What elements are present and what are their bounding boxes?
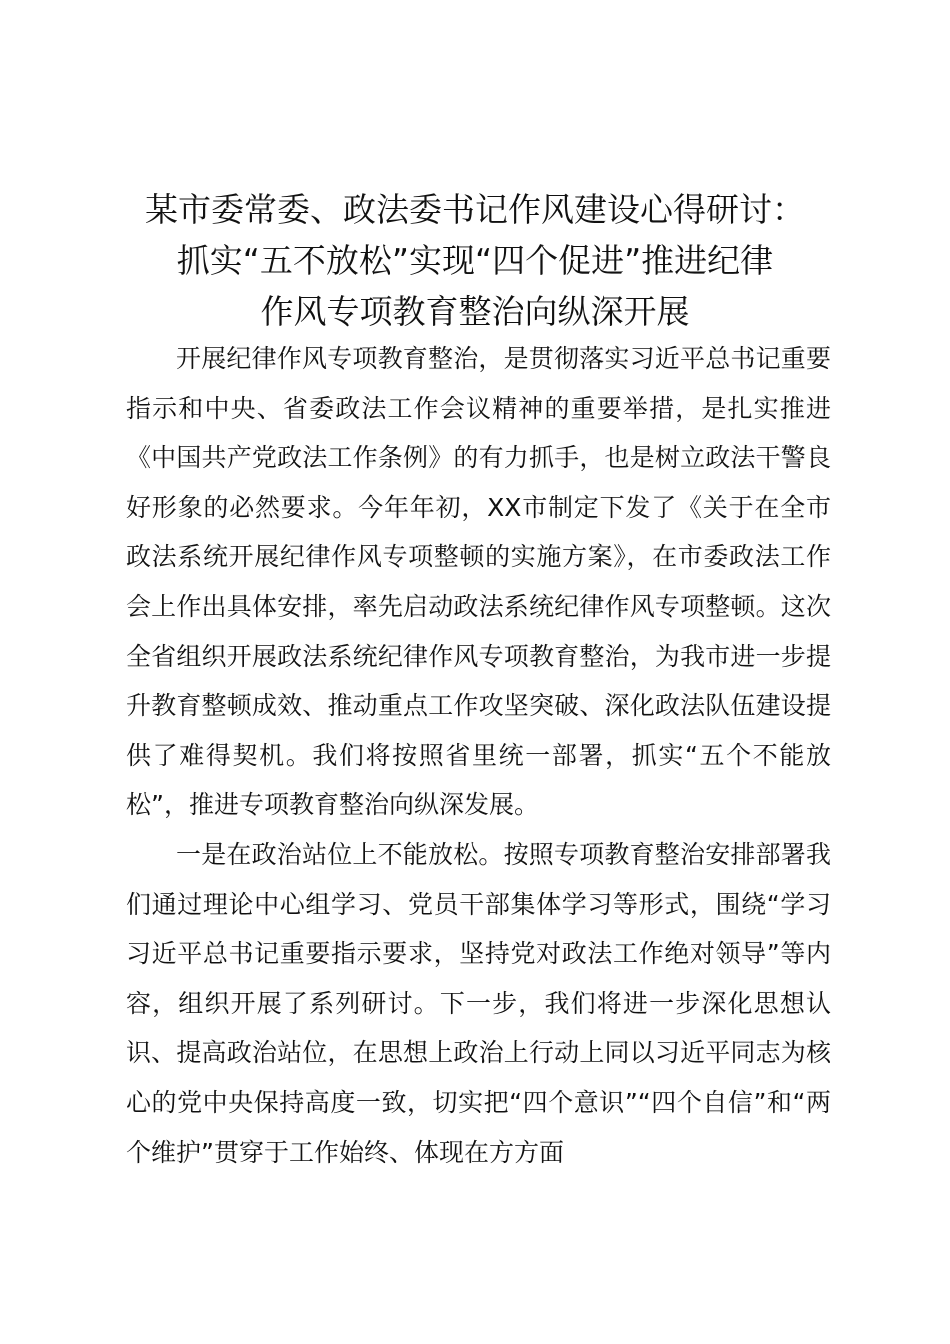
title-line-1: 某市委常委、政法委书记作风建设心得研讨： (145, 190, 805, 229)
document-title (100, 184, 850, 337)
document-body (126, 334, 831, 1177)
title-line-3: 作风专项教育整治向纵深开展 (260, 292, 690, 331)
paragraph-intro: 开展纪律作风专项教育整治，是贯彻落实习近平总书记重要指示和中央、省委政法工作会议精神的重要举措，是扎实推进《中国共产党政法工作条例》的有力抓手，也是树立政法干警良好形象的必然要求。今年年初，XX市制定下发了《关于在全市政法系统开展纪律作风专项整顿的实施方案》，在市委政法工作会上作出具体安排，率先启动政法系统纪律作风专项整顿。这次全省组织开展政法系统纪律作风专项教育整治，为我市进一步提升教育整顿成效、推动重点工作攻坚突破、深化政法队伍建设提供了难得契机。我们将按照省里统一部署，抓实“五个不能放松”，推进专项教育整治向纵深发展。 (126, 344, 831, 820)
title-line-2: 抓实“五不放松”实现“四个促进”推进纪律 (176, 241, 774, 280)
paragraph-point-one: 一是在政治站位上不能放松。按照专项教育整治安排部署我们通过理论中心组学习、党员干部集体学习等形式，围绕“学习习近平总书记重要指示要求，坚持党对政法工作绝对领导”等内容，组织开展了系列研讨。下一步，我们将进一步深化思想认识、提高政治站位，在思想上政治上行动上同以习近平同志为核心的党中央保持高度一致，切实把“四个意识”“四个自信”和“两个维护”贯穿于工作始终、体现在方方面 (126, 839, 831, 1167)
